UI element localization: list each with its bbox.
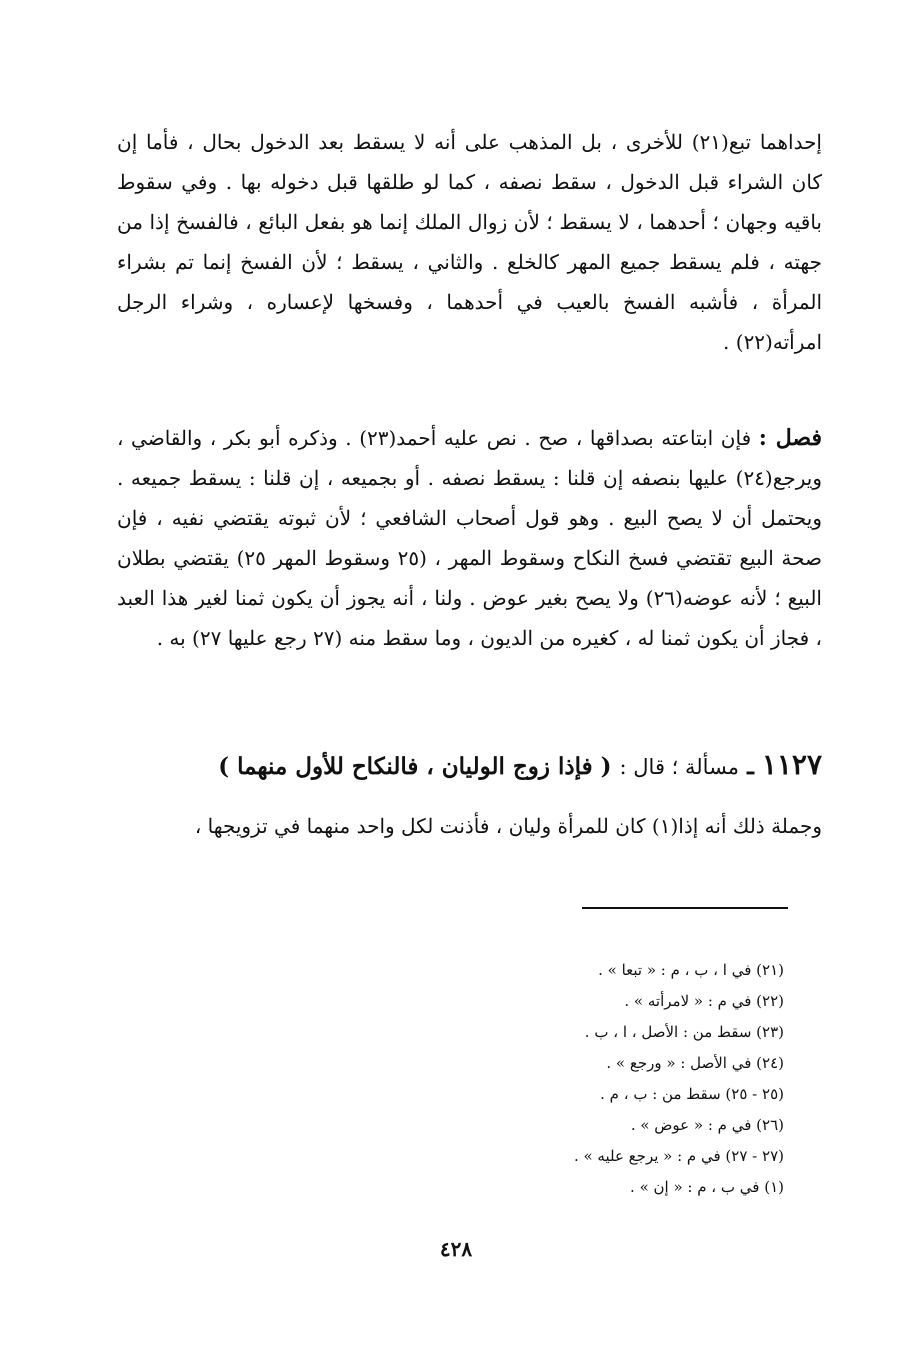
masala-dash: ـ (747, 753, 754, 780)
masala-close-paren: ) (218, 753, 230, 780)
masala-first-line: وجملة ذلك أنه إذا(١) كان للمرأة وليان ، فأذنت لكل واحد منهما في تزويجها ، (194, 814, 822, 838)
footnote-item: (٢٣) سقط من : الأصل ، ا ، ب . (584, 1023, 784, 1041)
masala-number: ١١٢٧ (761, 748, 822, 781)
paragraph-2-text: فإن ابتاعته بصداقها ، صح . نص عليه أحمد(٢٣) . وذكره أبو بكر ، والقاضي ، ويرجع(٢٤) عليها بنصفه إن قلنا : يسقط نصفه . أو بجميعه ، إن قلنا : يسقط جميعه . ويحتمل أن لا يصح البيع . وهو قول أصحاب الشافعي ؛ لأن ثبوته يقتضي نفيه ، فإن صحة البيع تقتضي فسخ النكاح وسقوط المهر ، (٢٥ وسقوط المهر ٢٥) يقتضي بطلان البيع ؛ لأنه عوضه(٢٦) ولا يصح بغير عوض . ولنا ، أنه يجوز أن يكون ثمنا لغير هذا العبد ، فجاز أن يكون ثمنا له ، كغيره من الديون ، وما سقط منه (٢٧ رجع عليها ٢٧) به . (117, 426, 823, 650)
masala-heading (117, 740, 822, 792)
masala-label: مسألة ؛ قال : (619, 755, 740, 779)
footnote-item: (١) في ب ، م : « إن » . (630, 1178, 784, 1196)
masala-section (117, 740, 822, 846)
paragraph-fasl (117, 418, 822, 658)
footnote-item: (٢٤) في الأصل : « ورجع » . (606, 1054, 784, 1072)
masala-quote: فإذا زوج الوليان ، فالنكاح للأول منهما (237, 753, 593, 780)
footnote-separator (582, 907, 788, 909)
footnote-item: (٢٥ - ٢٥) سقط من : ب ، م . (600, 1085, 784, 1103)
paragraph-1-text: إحداهما تبع(٢١) للأخرى ، بل المذهب على أنه لا يسقط بعد الدخول بحال ، فأما إن كان الشراء قبل الدخول ، سقط نصفه ، كما لو طلقها قبل دخوله بها . وفي سقوط باقيه وجهان ؛ أحدهما ، لا يسقط ؛ لأن زوال الملك إنما هو بفعل البائع ، فالفسخ إذا من جهته ، فلم يسقط جميع المهر كالخلع . والثاني ، يسقط ؛ لأن الفسخ إنما تم بشراء المرأة ، فأشبه الفسخ بالعيب في أحدهما ، وفسخها لإعساره ، وشراء الرجل امرأته(٢٢) . (117, 130, 822, 354)
footnotes-list (344, 955, 784, 1203)
footnote-item: (٢٢) في م : « لامرأته » . (624, 992, 784, 1010)
page-number: ٤٢٨ (439, 1237, 473, 1261)
paragraph-continuation (117, 122, 822, 362)
footnote-item: (٢١) في ا ، ب ، م : « تبعا » . (598, 961, 784, 979)
footnote-item: (٢٦) في م : « عوض » . (630, 1116, 784, 1134)
footnote-item: (٢٧ - ٢٧) في م : « يرجع عليه » . (573, 1147, 784, 1165)
fasl-label: فصل : (758, 425, 822, 451)
masala-open-paren: ( (600, 753, 612, 780)
